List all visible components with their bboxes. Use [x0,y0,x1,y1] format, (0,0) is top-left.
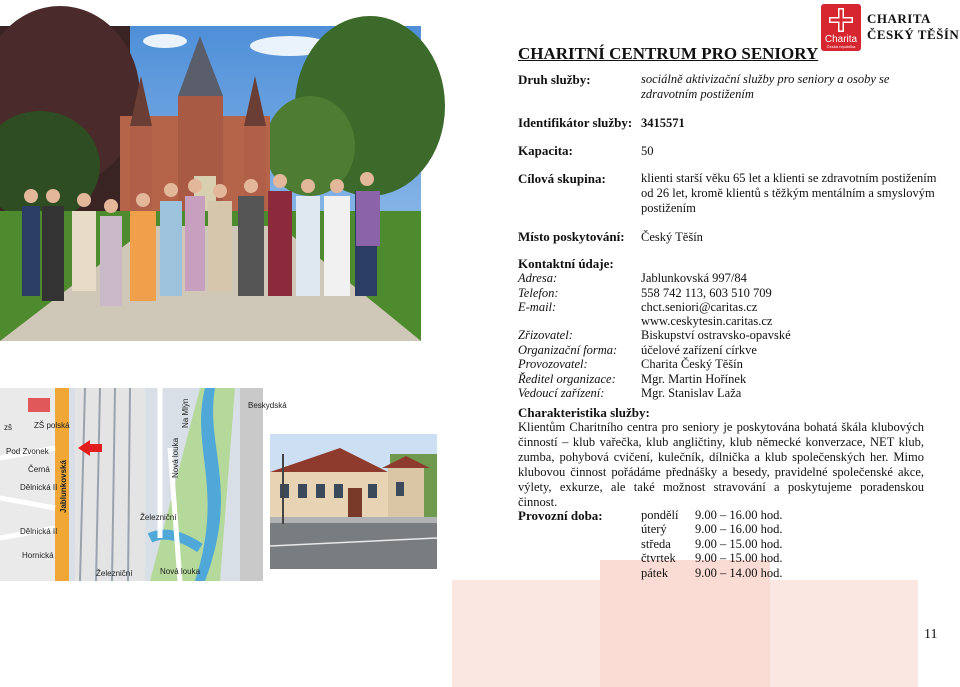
email-label: E-mail: [518,300,557,314]
hours-time: 9.00 – 15.00 hod. [695,551,783,565]
logo-name-line1: CHARITA [867,11,931,26]
logo-badge-word: Charita [824,34,858,45]
cross-icon [829,8,853,32]
service-id-label: Identifikátor služby: [518,115,633,130]
service-type-value: sociálně aktivizační služby pro seniory a osoby se zdravotním postižením [641,72,890,101]
page-title: CHARITNÍ CENTRUM PRO SENIORY [518,44,819,63]
hours-day: úterý [641,522,667,536]
address-value: Jablunkovská 997/84 [641,271,747,285]
founder-label: Zřizovatel: [518,328,573,342]
capacity-value: 50 [641,144,654,158]
group-photo [0,26,421,341]
hours-day: čtvrtek [641,551,676,565]
opening-hours-label: Provozní doba: [518,508,603,523]
operator-label: Provozovatel: [518,357,588,371]
phone-value: 558 742 113, 603 510 709 [641,286,772,300]
map-label-pod-zvonek: Pod Zvonek [6,447,49,456]
map-label-zeleznicni-1: Železniční [140,513,177,522]
hours-time: 9.00 – 14.00 hod. [695,566,783,580]
location-map [0,388,287,581]
logo-name-line2: ČESKÝ TĚŠÍN [867,27,960,42]
org-form-value: účelové zařízení církve [641,343,757,357]
map-label-cerna: Černá [28,465,50,474]
characteristic-text: Klientům Charitního centra pro seniory je poskytována bohatá škála klubových činností – klub vařečka, klub angličtiny, klub německé konverzace, NET klub, zumba, pohybová cvičení, kulečník, dílnička a klub společenských her. Mimo klubovou činnost pořádáme přednášky a besedy, pravidelné společenské akce, výlety, exkurze, ale také možnost stravování a poskytujeme poradenskou činnost. [518,420,924,509]
org-form-label: Organizační forma: [518,343,618,357]
service-id-value: 3415571 [641,116,685,130]
hours-time: 9.00 – 16.00 hod. [695,522,783,536]
director-value: Mgr. Martin Hořínek [641,372,747,386]
characteristic-heading: Charakteristika služby: [518,405,650,420]
capacity-label: Kapacita: [518,143,573,158]
charita-logo [821,4,861,51]
map-label-zs-polska: ZŠ polská [34,421,70,430]
map-label-na-mlyn: Na Mlýn [181,398,190,428]
hours-time: 9.00 – 16.00 hod. [695,508,783,522]
location-label: Místo poskytování: [518,229,625,244]
map-label-jablunkovska: Jablunkovská [59,460,68,513]
target-group-label: Cílová skupina: [518,171,606,186]
map-label-nova-louka-2: Nová louka [160,567,201,576]
founder-value: Biskupství ostravsko-opavské [641,328,791,342]
map-label-beskydska: Beskydská [248,401,287,410]
email-link[interactable]: chct.seniori@caritas.cz [641,300,758,314]
operator-value: Charita Český Těšín [641,357,743,371]
page-number: 11 [924,627,938,642]
hours-day: pondělí [641,508,679,522]
map-label-hornicka: Hornická [22,551,54,560]
address-label: Adresa: [518,271,558,285]
map-label-nova-louka: Nová louka [171,437,180,478]
phone-label: Telefon: [518,286,559,300]
location-value: Český Těšín [641,230,703,244]
hours-day: pátek [641,566,669,580]
director-label: Ředitel organizace: [518,372,616,386]
target-group-value: klienti starší věku 65 let a klienti se zdravotním postižením od 26 let, kromě klientů s těžkým mentálním a smyslovým postižením [641,171,937,215]
service-type-label: Druh služby: [518,72,591,87]
logo-badge-sub: Česká republika [826,44,856,49]
hours-time: 9.00 – 15.00 hod. [695,537,783,551]
manager-label: Vedoucí zařízení: [518,386,605,400]
building-photo [270,434,437,569]
map-label-delnicka-1: Dělnická II [20,483,58,492]
hours-day: středa [641,537,671,551]
contact-heading: Kontaktní údaje: [518,256,614,271]
map-label-delnicka-2: Dělnická II [20,527,58,536]
map-label-zeleznicni-2: Železniční [96,569,133,578]
website-link[interactable]: www.ceskytesin.caritas.cz [641,314,773,328]
map-label-zs: zš [4,423,12,432]
manager-value: Mgr. Stanislav Laža [641,386,742,400]
